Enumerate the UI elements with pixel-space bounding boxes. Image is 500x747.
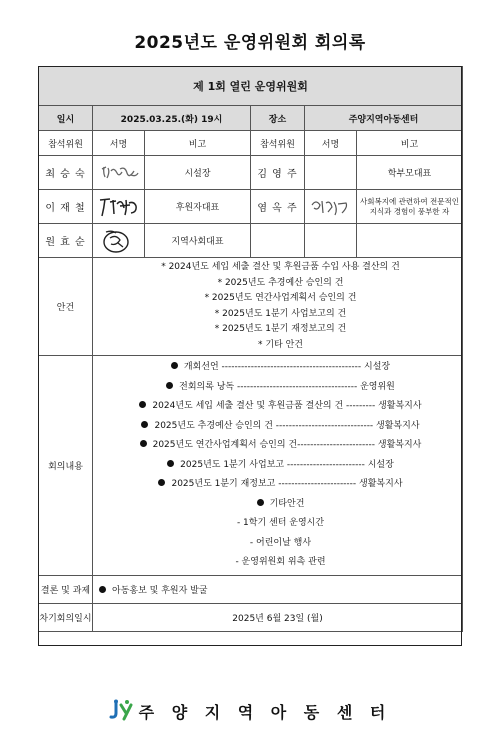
content-item: 2024년도 세입 세출 결산 및 후원금품 결산의 건 --------- 생활복지사 — [99, 397, 462, 417]
member-note: 후원자대표 — [145, 190, 251, 224]
members-header-signature-2: 서명 — [305, 131, 357, 156]
org-name: 주 양 지 역 아 동 센 터 — [138, 703, 392, 722]
members-header-attendee: 참석위원 — [39, 131, 93, 156]
content-item: 2025년도 추경예산 승인의 건 ------------------------------ 생활복지사 — [99, 417, 462, 437]
member-name: 원 효 순 — [39, 224, 93, 258]
content-subitem: - 운영위원회 위촉 관련 — [235, 557, 326, 567]
conclusion-label: 결론 및 과제 — [39, 575, 93, 603]
member-name: 김 영 주 — [251, 156, 305, 190]
footer — [0, 700, 500, 727]
next-meeting-value: 2025년 6월 23일 (월) — [93, 603, 463, 631]
conclusion-value: 아동홍보 및 후원자 발굴 — [93, 575, 463, 603]
content-item: 전회의록 낭독 ------------------------------------- 운영위원 — [99, 378, 462, 398]
content-subitem: - 1학기 센터 운영시간 — [236, 518, 325, 528]
agenda-item: * 2025년도 1분기 재정보고의 건 — [214, 324, 347, 334]
outer-border — [38, 66, 462, 646]
agenda-item: * 기타 안건 — [258, 339, 303, 350]
members-header-signature: 서명 — [93, 131, 145, 156]
content-item: 2025년도 1분기 사업보고 ------------------------ 시설장 — [99, 456, 462, 476]
center-logo-icon — [109, 699, 133, 725]
content-item: 2025년도 1분기 재정보고 ------------------------ 생활복지사 — [99, 475, 462, 495]
member-name: 최 승 숙 — [39, 156, 93, 190]
member-name: 염 옥 주 — [251, 190, 305, 224]
member-note: 사회복지에 관련하여 전문적인 지식과 경험이 풍부한 자 — [357, 190, 463, 224]
content-subitem: - 어린이날 행사 — [249, 537, 312, 548]
meeting-title: 제 1회 열린 운영위원회 — [39, 67, 463, 106]
content-item: 기타안건 — [99, 495, 462, 515]
next-meeting-label: 차기회의일시 — [39, 603, 93, 631]
date-value: 2025.03.25.(화) 19시 — [93, 106, 251, 131]
member-name: 이 재 철 — [39, 190, 93, 224]
member-note: 학부모대표 — [357, 156, 463, 190]
agenda-label: 안건 — [39, 258, 93, 356]
agenda-item: * 2025년도 1분기 사업보고의 건 — [214, 308, 347, 319]
members-header-attendee-2: 참석위원 — [251, 131, 305, 156]
agenda-item: * 2024년도 세입 세출 결산 및 후원금품 수입 사용 결산의 건 — [161, 262, 400, 272]
members-header-note: 비고 — [145, 131, 251, 156]
agenda-item: * 2025년도 추경예산 승인의 건 — [217, 277, 344, 288]
content-item: 2025년도 연간사업계획서 승인의 건------------------------ 생활복지사 — [99, 436, 462, 456]
member-note: 시설장 — [145, 156, 251, 190]
content-label: 회의내용 — [39, 356, 93, 576]
content-item: 개회선언 ------------------------------------------- 시설장 — [99, 358, 462, 378]
members-header-note-2: 비고 — [357, 131, 463, 156]
place-label: 장소 — [251, 106, 305, 131]
member-note: 지역사회대표 — [145, 224, 251, 258]
place-value: 주양지역아동센터 — [305, 106, 463, 131]
document-title: 2025년도 운영위원회 회의록 — [134, 33, 366, 53]
date-label: 일시 — [39, 106, 93, 131]
agenda-item: * 2025년도 연간사업계획서 승인의 건 — [204, 293, 357, 303]
